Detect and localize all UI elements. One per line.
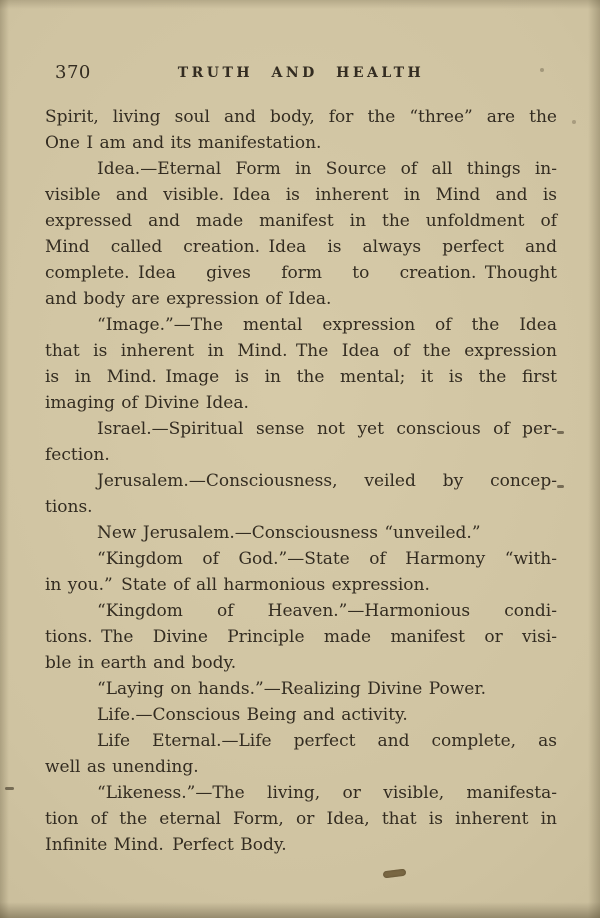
paragraph-likeness bbox=[45, 780, 557, 858]
text-line: Life.—Conscious Being and activity. bbox=[97, 705, 408, 725]
paragraph-jerusalem bbox=[45, 468, 557, 520]
ink-smudge bbox=[383, 869, 407, 879]
paragraph-new-jerusalem bbox=[45, 520, 557, 546]
ink-speck bbox=[557, 485, 564, 488]
text-line: ble in earth and body. bbox=[45, 653, 237, 673]
text-line: tions. The Divine Principle made manifest or visi- bbox=[45, 627, 557, 647]
text-line: Jerusalem.—Consciousness, veiled by concep- bbox=[97, 471, 557, 491]
text-line: “Kingdom of Heaven.”—Harmonious condi- bbox=[97, 601, 557, 621]
text-line: and body are expression of Idea. bbox=[45, 289, 332, 309]
text-line: New Jerusalem.—Consciousness “unveiled.” bbox=[97, 523, 481, 543]
ink-speck bbox=[540, 68, 544, 72]
body-text bbox=[45, 104, 557, 858]
text-line: “Image.”—The mental expression of the Idea bbox=[97, 315, 557, 335]
text-line: “Laying on hands.”—Realizing Divine Power. bbox=[97, 679, 486, 699]
paragraph-spirit bbox=[45, 104, 557, 156]
text-line: tions. bbox=[45, 497, 93, 517]
text-line: One I am and its manifestation. bbox=[45, 133, 322, 153]
text-line: Israel.—Spiritual sense not yet conscious of per- bbox=[97, 419, 557, 439]
text-line: fection. bbox=[45, 445, 110, 465]
text-line: Spirit, living soul and body, for the “three” are the bbox=[45, 107, 557, 127]
text-line: Infinite Mind. Perfect Body. bbox=[45, 835, 287, 855]
paragraph-laying-on-hands bbox=[45, 676, 557, 702]
page-header bbox=[45, 61, 557, 83]
text-line: well as unending. bbox=[45, 757, 199, 777]
text-line: “Likeness.”—The living, or visible, manifesta- bbox=[97, 783, 557, 803]
text-line: is in Mind. Image is in the mental; it is the first bbox=[45, 367, 557, 387]
ink-speck bbox=[5, 787, 14, 790]
paragraph-israel bbox=[45, 416, 557, 468]
paragraph-kingdom-of-god bbox=[45, 546, 557, 598]
paragraph-idea bbox=[45, 156, 557, 312]
text-line: imaging of Divine Idea. bbox=[45, 393, 249, 413]
ink-speck bbox=[572, 120, 576, 124]
text-line: Mind called creation. Idea is always perfect and bbox=[45, 237, 557, 257]
text-line: “Kingdom of God.”—State of Harmony “with- bbox=[97, 549, 557, 569]
text-line: expressed and made manifest in the unfoldment of bbox=[45, 211, 557, 231]
paragraph-image bbox=[45, 312, 557, 416]
paragraph-life-eternal bbox=[45, 728, 557, 780]
page-number: 370 bbox=[55, 62, 91, 83]
text-line: complete. Idea gives form to creation. Thought bbox=[45, 263, 557, 283]
ink-speck bbox=[557, 431, 564, 434]
text-line: Life Eternal.—Life perfect and complete, as bbox=[97, 731, 557, 751]
paragraph-life bbox=[45, 702, 557, 728]
text-line: visible and visible. Idea is inherent in Mind and is bbox=[45, 185, 557, 205]
paragraph-kingdom-of-heaven bbox=[45, 598, 557, 676]
text-line: in you.” State of all harmonious expression. bbox=[45, 575, 430, 595]
text-line: Idea.—Eternal Form in Source of all things in- bbox=[97, 159, 557, 179]
text-line: tion of the eternal Form, or Idea, that is inherent in bbox=[45, 809, 557, 829]
running-title: TRUTH AND HEALTH bbox=[177, 65, 425, 81]
text-line: that is inherent in Mind. The Idea of the expression bbox=[45, 341, 557, 361]
